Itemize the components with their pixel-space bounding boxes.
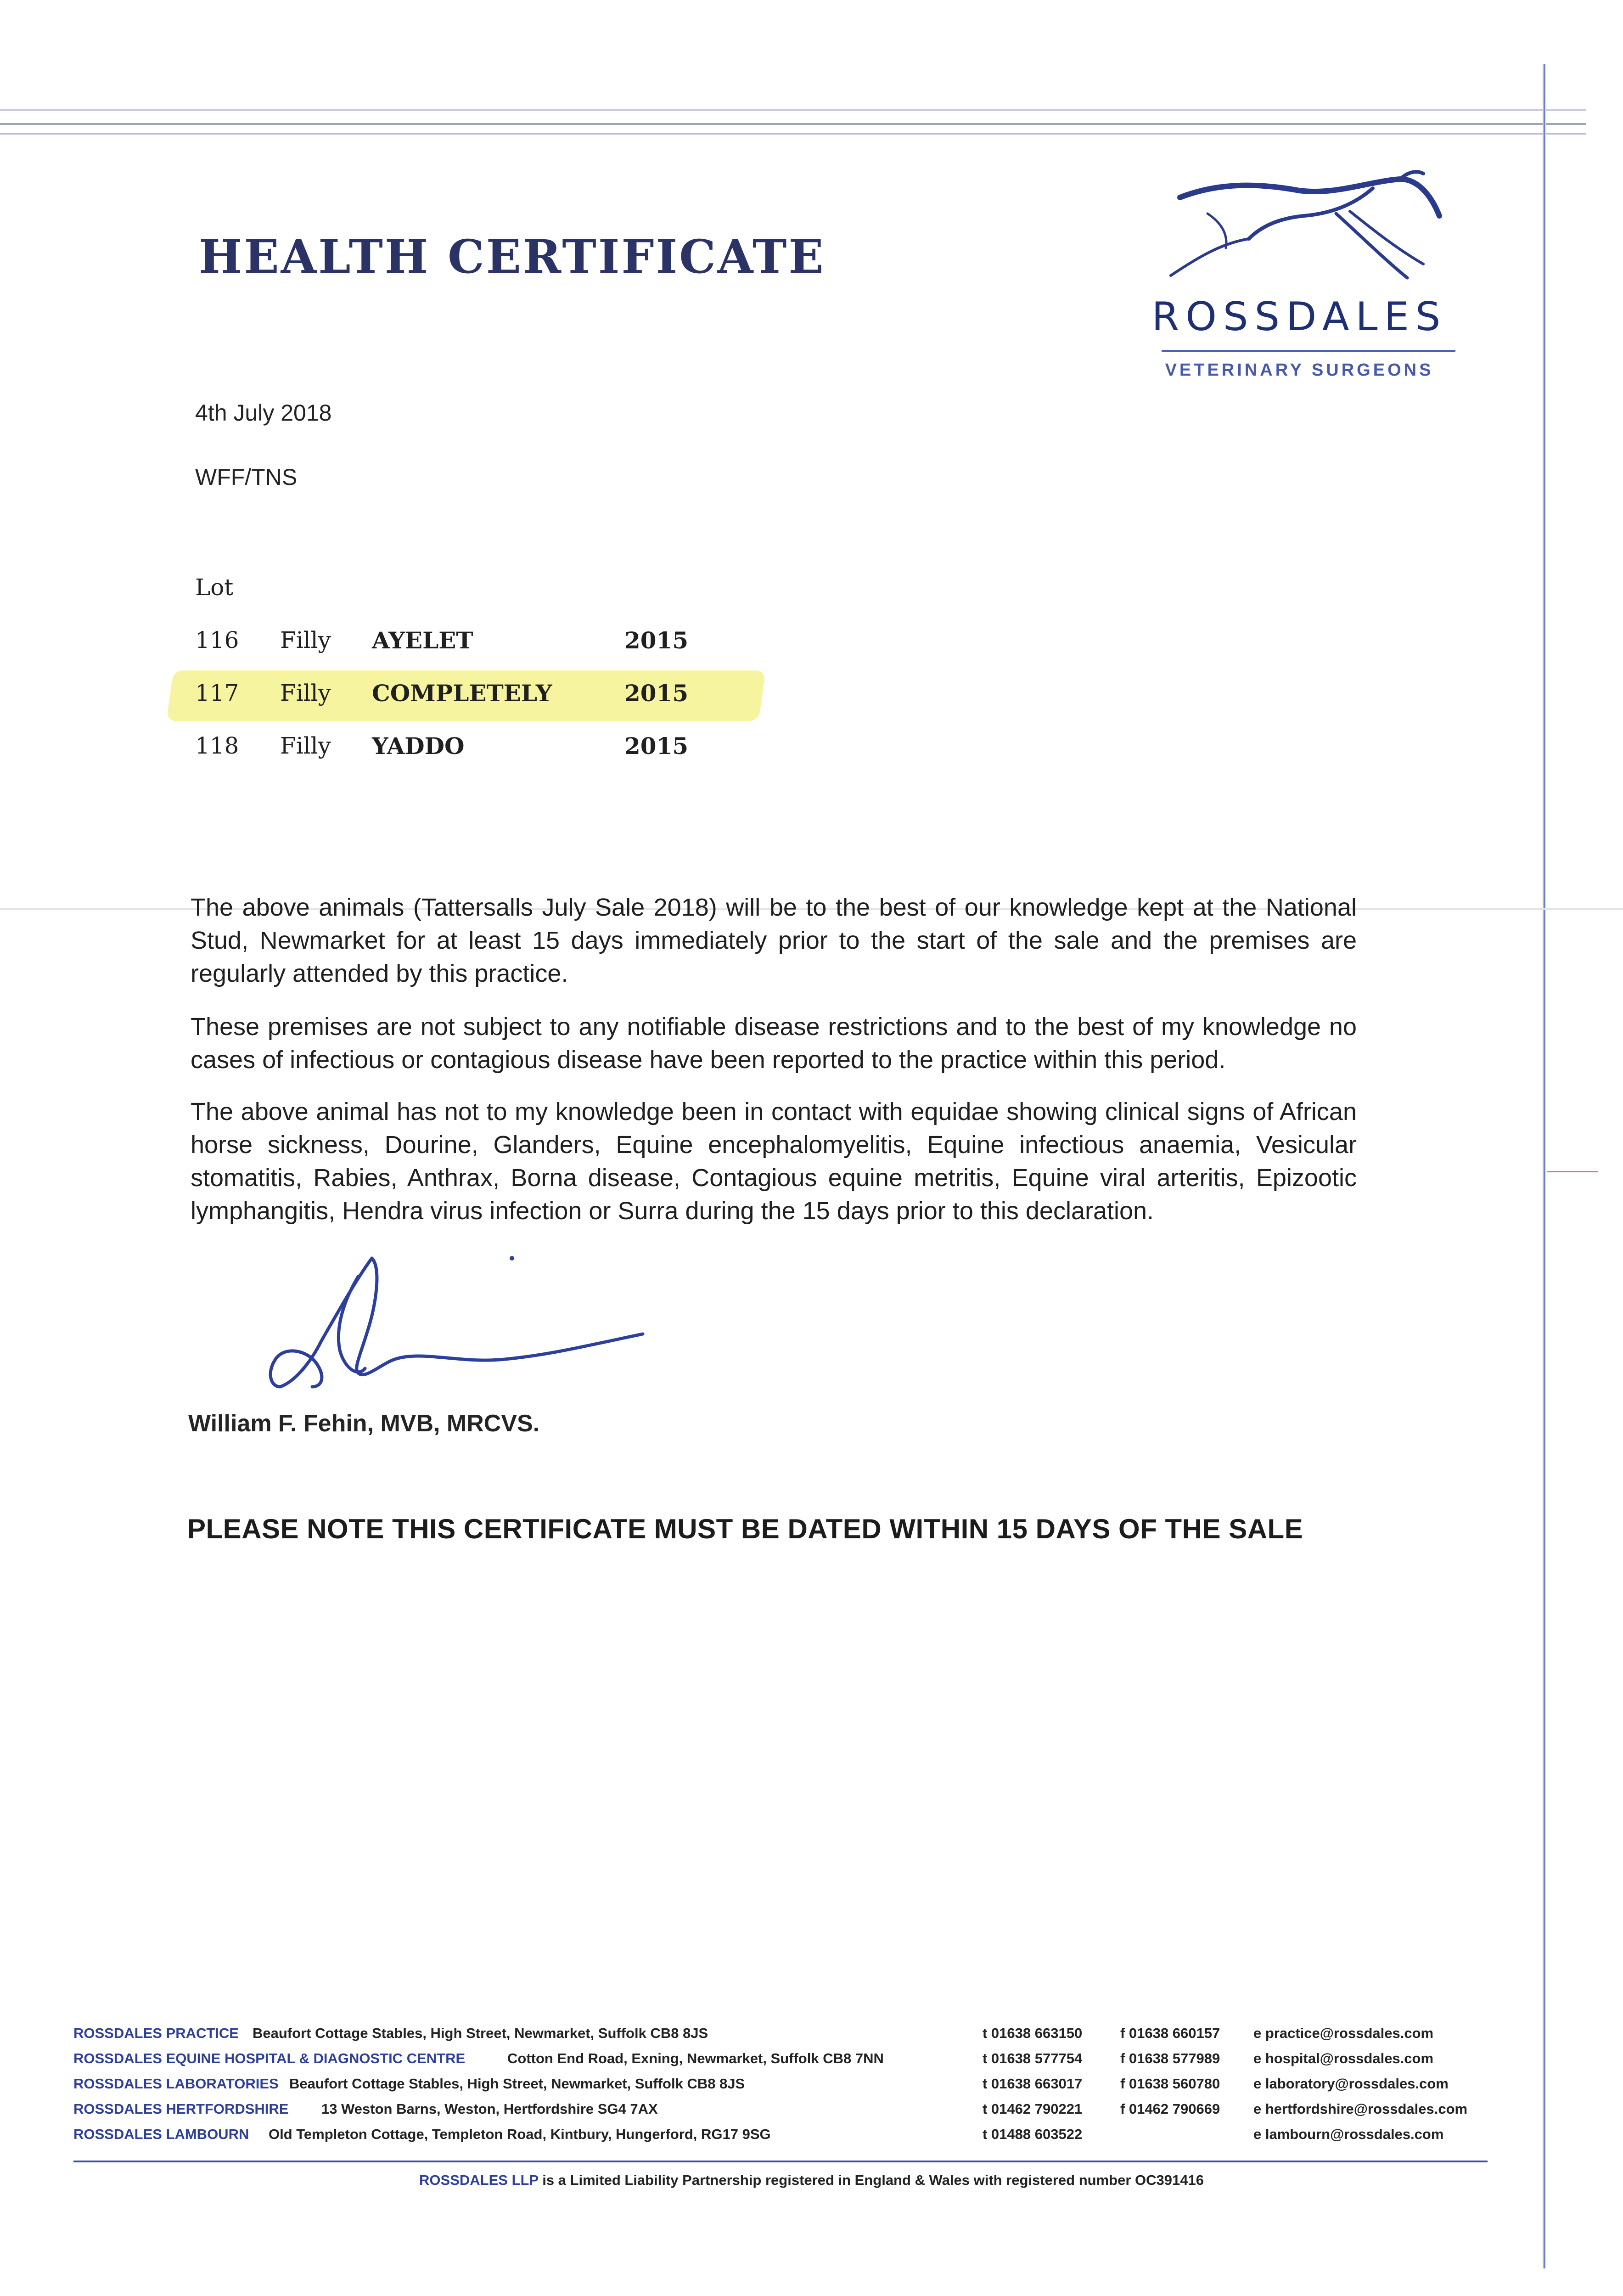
- office-fax: f 01462 790669: [1120, 2101, 1220, 2117]
- office-telephone: t 01462 790221: [983, 2101, 1083, 2117]
- lot-year: 2015: [624, 680, 689, 707]
- body-paragraph: These premises are not subject to any notifiable disease restrictions and to the best of my knowledge no cases of infectious or contagious disease have been reported to the practice within this period.: [191, 1013, 1357, 1074]
- registration-firm: ROSSDALES LLP: [419, 2172, 539, 2188]
- office-telephone: t 01638 663017: [983, 2076, 1083, 2092]
- scan-artifact-top: [0, 105, 1586, 147]
- office-telephone: t 01638 663150: [983, 2025, 1083, 2041]
- office-address: Cotton End Road, Exning, Newmarket, Suffolk CB8 7NN: [507, 2050, 884, 2066]
- signatory-name: William F. Fehin, MVB, MRCVS.: [188, 1410, 540, 1437]
- office-email: e practice@rossdales.com: [1253, 2025, 1434, 2041]
- office-name: ROSSDALES LAMBOURN: [73, 2126, 249, 2142]
- office-address: Beaufort Cottage Stables, High Street, Newmarket, Suffolk CB8 8JS: [289, 2076, 745, 2092]
- lot-horse-name: COMPLETELY: [372, 680, 552, 707]
- office-address: Beaufort Cottage Stables, High Street, Newmarket, Suffolk CB8 8JS: [253, 2025, 708, 2041]
- lot-sex: Filly: [280, 732, 331, 759]
- lot-year: 2015: [624, 732, 689, 760]
- footer-office-row: [73, 2050, 1497, 2075]
- lot-sex: Filly: [280, 680, 331, 706]
- handwritten-signature: [266, 1249, 652, 1401]
- footer-office-row: [73, 2126, 1497, 2151]
- office-email: e hertfordshire@rossdales.com: [1253, 2101, 1468, 2117]
- lot-row: [195, 627, 838, 659]
- lot-year: 2015: [624, 627, 689, 654]
- office-telephone: t 01488 603522: [983, 2126, 1083, 2142]
- lot-row: [195, 680, 838, 712]
- rossdales-logo: [1134, 170, 1465, 386]
- lot-row: [195, 732, 838, 765]
- office-name: ROSSDALES HERTFORDSHIRE: [73, 2101, 289, 2117]
- logo-tagline: VETERINARY SURGEONS: [1165, 360, 1434, 380]
- footer-office-row: [73, 2076, 1497, 2100]
- logo-divider: [1162, 350, 1455, 352]
- office-name: ROSSDALES PRACTICE: [73, 2025, 239, 2041]
- body-paragraph: The above animal has not to my knowledge been in contact with equidae showing clinical signs of African horse sickness, Dourine, Glanders, Equine encephalomyelitis, Equine infectious anaemia, Vesicular stomatitis, Rabies, Anthrax, Borna disease, Contagious equine metritis, Equine viral arteritis, Epizootic lymphangitis, Hendra virus infection or Surra during the 15 days prior to this declaration.: [191, 1098, 1357, 1225]
- lot-horse-name: AYELET: [372, 627, 473, 654]
- office-fax: f 01638 560780: [1120, 2076, 1220, 2092]
- registration-text: is a Limited Liability Partnership registered in England & Wales with registered number OC391416: [542, 2172, 1204, 2188]
- lot-number: 117: [195, 680, 239, 706]
- logo-wordmark: ROSSDALES: [1151, 294, 1447, 340]
- certificate-title: HEALTH CERTIFICATE: [199, 230, 826, 284]
- office-fax: f 01638 577989: [1120, 2050, 1220, 2066]
- office-email: e lambourn@rossdales.com: [1253, 2126, 1444, 2142]
- footer-divider: [73, 2161, 1488, 2162]
- registration-notice: [0, 2172, 1623, 2189]
- lots-header: Lot: [195, 574, 234, 601]
- lot-sex: Filly: [280, 627, 331, 653]
- certificate-note: PLEASE NOTE THIS CERTIFICATE MUST BE DATED WITHIN 15 DAYS OF THE SALE: [187, 1514, 1303, 1544]
- scan-artifact-right-edge: [1543, 64, 1546, 2268]
- reference-code: WFF/TNS: [195, 464, 298, 490]
- office-email: e hospital@rossdales.com: [1253, 2050, 1434, 2066]
- office-fax: f 01638 660157: [1120, 2025, 1220, 2041]
- office-email: e laboratory@rossdales.com: [1253, 2076, 1449, 2092]
- certificate-date: 4th July 2018: [195, 400, 332, 426]
- office-name: ROSSDALES LABORATORIES: [73, 2076, 279, 2092]
- office-name: ROSSDALES EQUINE HOSPITAL & DIAGNOSTIC CENTRE: [73, 2050, 466, 2066]
- office-address: 13 Weston Barns, Weston, Hertfordshire SG4 7AX: [321, 2101, 658, 2117]
- scan-artifact-mark: [1547, 1171, 1598, 1172]
- lot-number: 116: [195, 627, 239, 653]
- lot-horse-name: YADDO: [372, 732, 465, 760]
- office-address: Old Templeton Cottage, Templeton Road, Kintbury, Hungerford, RG17 9SG: [269, 2126, 771, 2142]
- lot-number: 118: [195, 732, 239, 759]
- office-telephone: t 01638 577754: [983, 2050, 1083, 2066]
- body-paragraph: The above animals (Tattersalls July Sale 2018) will be to the best of our knowledge kept at the National Stud, Newmarket for at least 15 days immediately prior to the start of the sale and the premises are regularly attended by this practice.: [191, 894, 1357, 987]
- footer-office-row: [73, 2101, 1497, 2126]
- horse-logo-icon: [1152, 170, 1446, 289]
- footer-office-row: [73, 2025, 1497, 2050]
